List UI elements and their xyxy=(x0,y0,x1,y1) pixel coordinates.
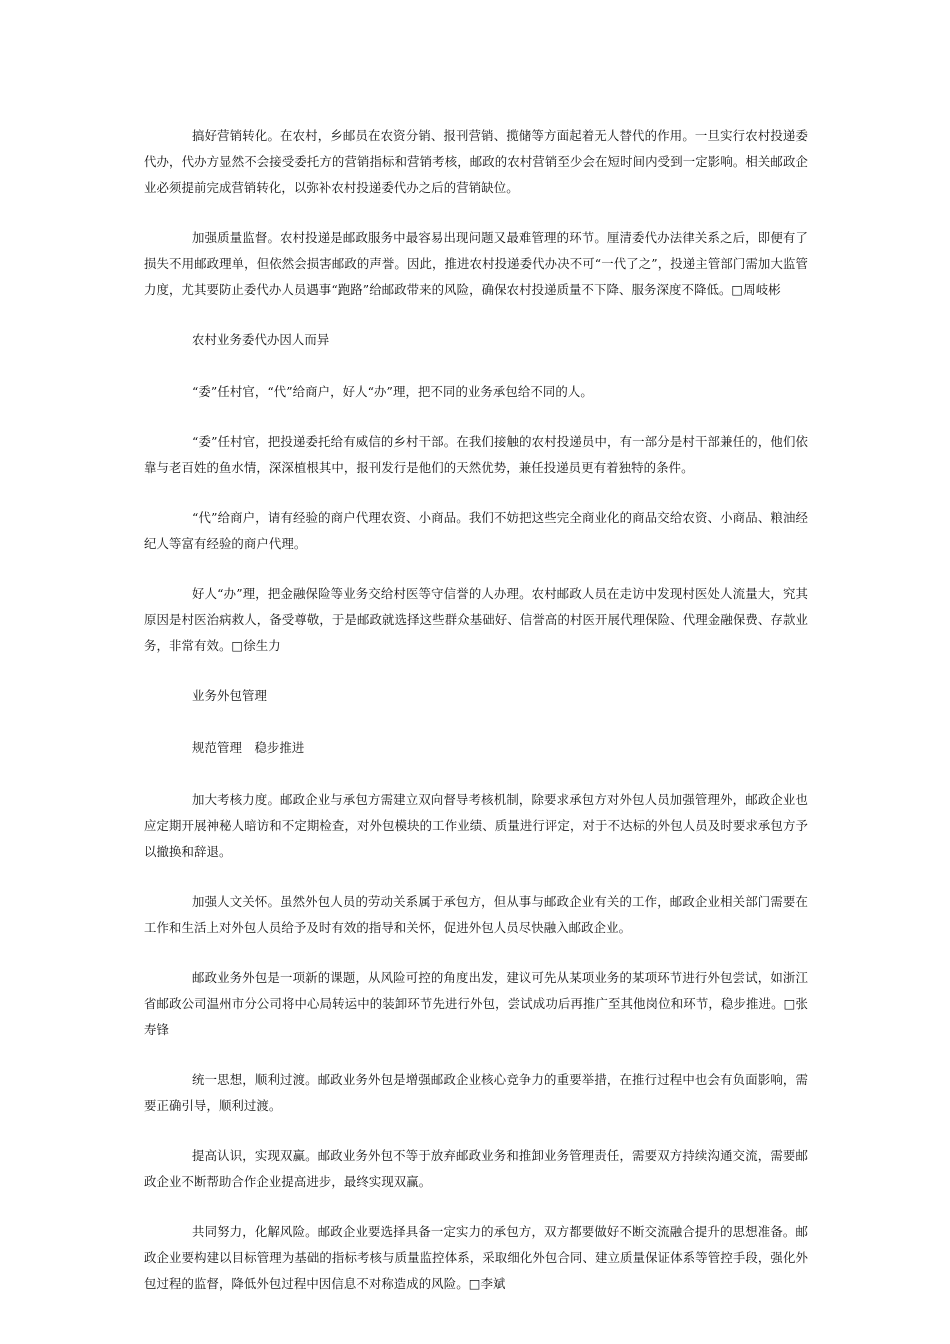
paragraph-quality-supervision: 加强质量监督。农村投递是邮政服务中最容易出现问题又最难管理的环节。厘清委代办法律关系之后，即便有了损失不用邮政理单，但依然会损害邮政的声誉。因此，推进农村投递委代办决不可“一代了之”，投递主管部门需加大监管力度，尤其要防止委代办人员遇事“跑路”给邮政带来的风险，确保农村投递质量不下降、服务深度不降低。□周岐彬 xyxy=(144,230,808,297)
paragraph-risk-mitigation: 共同努力，化解风险。邮政企业要选择具备一定实力的承包方，双方都要做好不断交流融合提升的思想准备。邮政企业要构建以目标管理为基础的指标考核与质量监控体系，采取细化外包合同、建立质量保证体系等管控手段，强化外包过程的监督，降低外包过程中因信息不对称造成的风险。□李斌 xyxy=(144,1224,808,1291)
article-body xyxy=(144,123,808,1321)
section-heading-rural-agency: 农村业务委代办因人而异 xyxy=(192,332,330,347)
paragraph-village-officials: “委”任村官，把投递委托给有威信的乡村干部。在我们接触的农村投递员中，有一部分是村干部兼任的，他们依靠与老百姓的鱼水情，深深植根其中，报刊发行是他们的天然优势，兼任投递员更有着独特的条件。 xyxy=(144,434,808,475)
paragraph-merchants: “代”给商户，请有经验的商户代理农资、小商品。我们不妨把这些完全商业化的商品交给农资、小商品、粮油经纪人等富有经验的商户代理。 xyxy=(144,510,808,551)
paragraph-win-win: 提高认识，实现双赢。邮政业务外包不等于放弃邮政业务和推卸业务管理责任，需要双方持续沟通交流，需要邮政企业不断帮助合作企业提高进步，最终实现双赢。 xyxy=(144,1148,808,1189)
paragraph-assessment: 加大考核力度。邮政企业与承包方需建立双向督导考核机制，除要求承包方对外包人员加强管理外，邮政企业也应定期开展神秘人暗访和不定期检查，对外包模块的工作业绩、质量进行评定，对于不达标的外包人员及时要求承包方予以撤换和辞退。 xyxy=(144,792,808,859)
paragraph-pilot-outsourcing: 邮政业务外包是一项新的课题，从风险可控的角度出发，建议可先从某项业务的某项环节进行外包尝试，如浙江省邮政公司温州市分公司将中心局转运中的装卸环节先进行外包，尝试成功后再推广至其他岗位和环节，稳步推进。□张寿锋 xyxy=(144,970,808,1037)
paragraph-unify-thinking: 统一思想，顺利过渡。邮政业务外包是增强邮政企业核心竞争力的重要举措，在推行过程中也会有负面影响，需要正确引导，顺利过渡。 xyxy=(144,1072,808,1113)
paragraph-trusted-people: 好人“办”理，把金融保险等业务交给村医等守信誉的人办理。农村邮政人员在走访中发现村医处人流量大，究其原因是村医治病救人，备受尊敬，于是邮政就选择这些群众基础好、信誉高的村医开展代理保险、代理金融保费、存款业务，非常有效。□徐生力 xyxy=(144,586,808,653)
paragraph-summary-principle: “委”任村官，“代”给商户，好人“办”理，把不同的业务承包给不同的人。 xyxy=(192,384,593,399)
paragraph-marketing-transition: 搞好营销转化。在农村，乡邮员在农资分销、报刊营销、揽储等方面起着无人替代的作用。一旦实行农村投递委代办，代办方显然不会接受委托方的营销指标和营销考核，邮政的农村营销至少会在短时间内受到一定影响。相关邮政企业必须提前完成营销转化，以弥补农村投递委代办之后的营销缺位。 xyxy=(144,128,808,195)
paragraph-humanistic-care: 加强人文关怀。虽然外包人员的劳动关系属于承包方，但从事与邮政企业有关的工作，邮政企业相关部门需要在工作和生活上对外包人员给予及时有效的指导和关怀，促进外包人员尽快融入邮政企业。 xyxy=(144,894,808,935)
section-heading-outsourcing: 业务外包管理 xyxy=(192,688,267,703)
subheading-standardized-management: 规范管理 稳步推进 xyxy=(192,740,305,755)
